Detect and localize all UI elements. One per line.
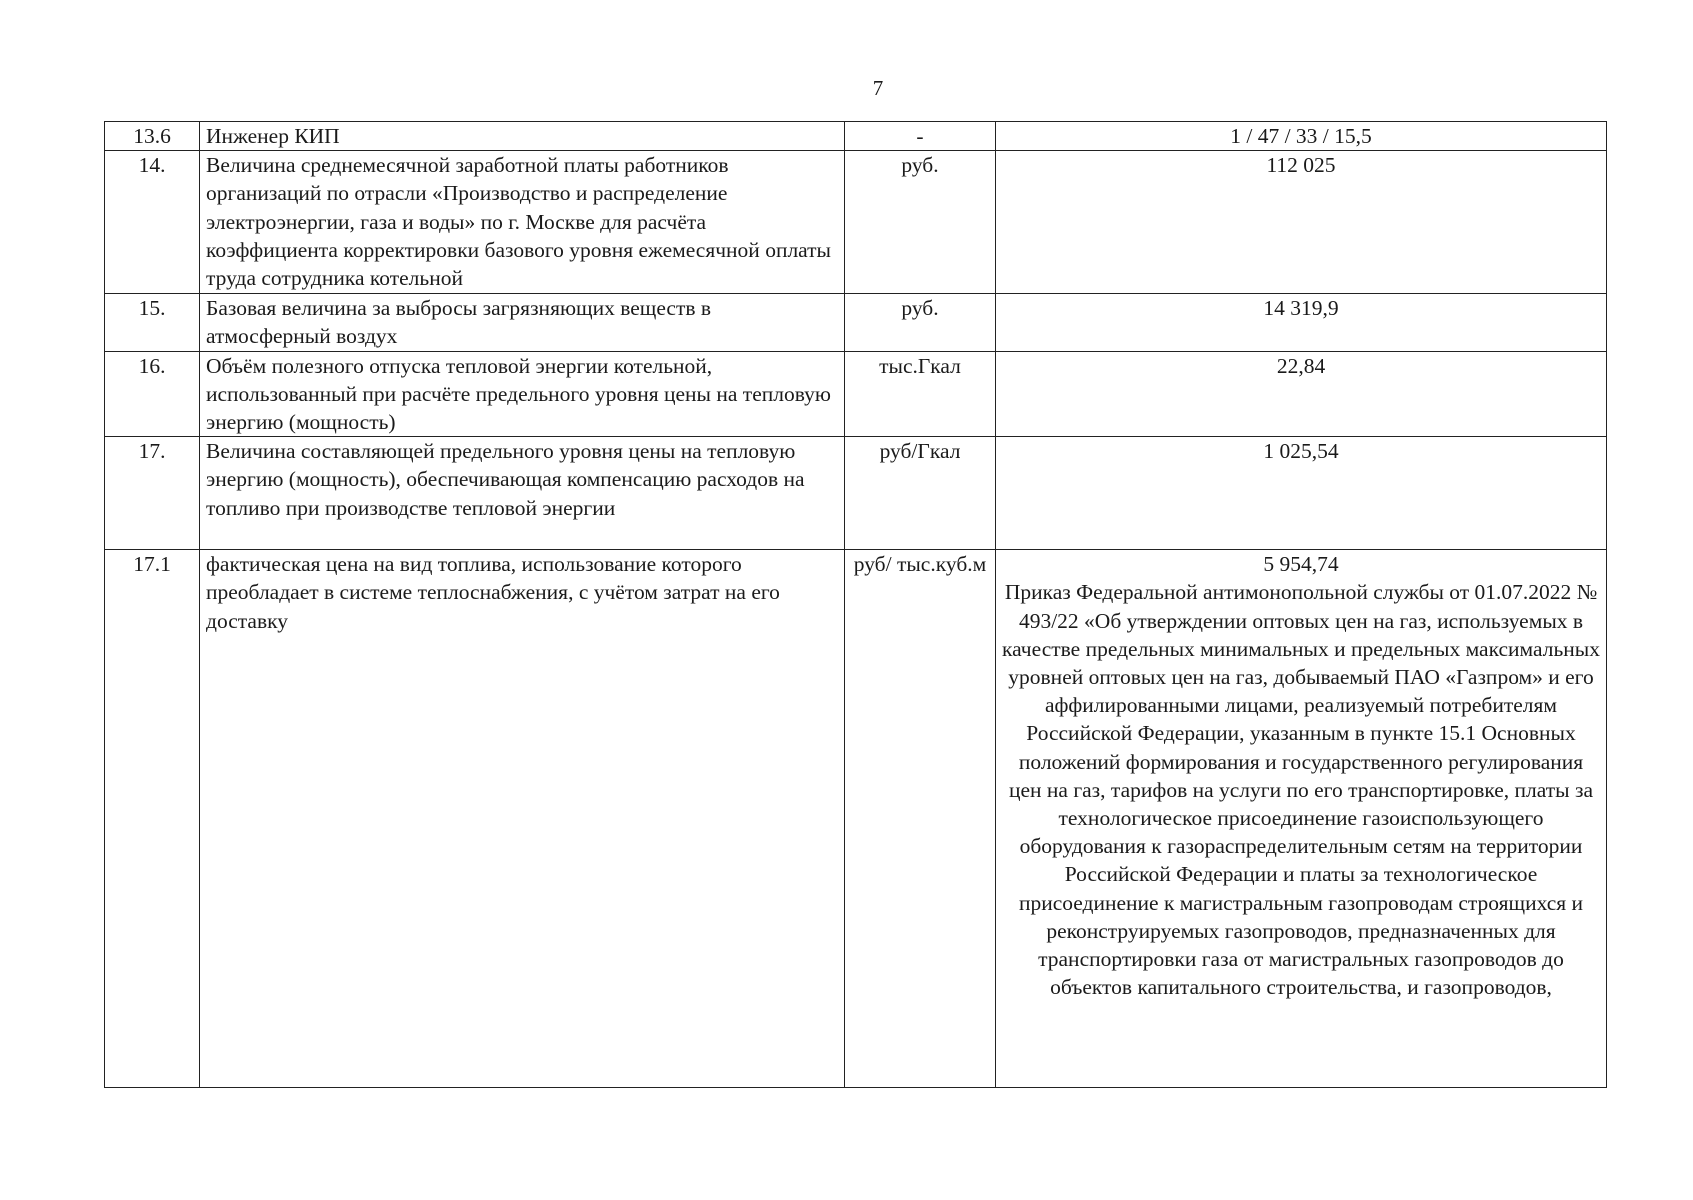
table-row — [105, 294, 1607, 351]
page-number: 7 — [872, 76, 884, 100]
row-value: 112 025 — [996, 151, 1607, 294]
row-name: Величина среднемесячной заработной платы работников организаций по отрасли «Производство и распределение электроэнергии, газа и воды» по г. Москве для расчёта коэффициента корректировки базового уровня ежемесячной оплаты труда сотрудника котельной — [200, 151, 845, 294]
table-row — [105, 351, 1607, 437]
row-name: Величина составляющей предельного уровня цены на тепловую энергию (мощность), обеспечивающая компенсацию расходов на топливо при производстве тепловой энергии — [200, 437, 845, 550]
row-unit: руб. — [845, 294, 996, 351]
row-name: Объём полезного отпуска тепловой энергии котельной, использованный при расчёте предельного уровня цены на тепловую энергию (мощность) — [200, 351, 845, 437]
row-value: 5 954,74 — [1263, 552, 1339, 577]
row-value: 22,84 — [996, 351, 1607, 437]
row-unit: тыс.Гкал — [845, 351, 996, 437]
row-value: 1 / 47 / 33 / 15,5 — [996, 122, 1607, 151]
row-unit: руб. — [845, 151, 996, 294]
row-name: фактическая цена на вид топлива, использование которого преобладает в системе теплоснабжения, с учётом затрат на его доставку — [200, 550, 845, 1088]
row-unit: руб/ тыс.куб.м — [845, 550, 996, 1088]
row-number: 16. — [105, 351, 200, 437]
row-number: 14. — [105, 151, 200, 294]
row-number: 15. — [105, 294, 200, 351]
row-value-cell — [996, 550, 1607, 1088]
table-row — [105, 122, 1607, 151]
row-number: 17.1 — [105, 550, 200, 1088]
table-row — [105, 437, 1607, 550]
parameters-table — [104, 121, 1607, 1088]
row-unit: руб/Гкал — [845, 437, 996, 550]
row-unit: - — [845, 122, 996, 151]
regulation-reference: Приказ Федеральной антимонопольной службы от 01.07.2022 № 493/22 «Об утверждении оптовых цен на газ, используемых в качестве предельных минимальных и предельных максимальных уровней оптовых цен на газ, добываемый ПАО «Газпром» и его аффилированными лицами, реализуемый потребителям Российской Федерации, указанным в пункте 15.1 Основных положений формирования и государственного регулирования цен на газ, тарифов на услуги по его транспортировке, платы за технологическое присоединение газоиспользующего оборудования к газораспределительным сетям на территории Российской Федерации и платы за технологическое присоединение к магистральным газопроводам строящихся и реконструируемых газопроводов, предназначенных для транспортировки газа от магистральных газопроводов до объектов капитального строительства, и газопроводов, — [1002, 580, 1600, 1000]
row-name: Инженер КИП — [200, 122, 845, 151]
row-name: Базовая величина за выбросы загрязняющих веществ в атмосферный воздух — [200, 294, 845, 351]
table-row — [105, 550, 1607, 1088]
row-value: 1 025,54 — [996, 437, 1607, 550]
row-number: 13.6 — [105, 122, 200, 151]
row-value: 14 319,9 — [996, 294, 1607, 351]
table-row — [105, 151, 1607, 294]
row-number: 17. — [105, 437, 200, 550]
